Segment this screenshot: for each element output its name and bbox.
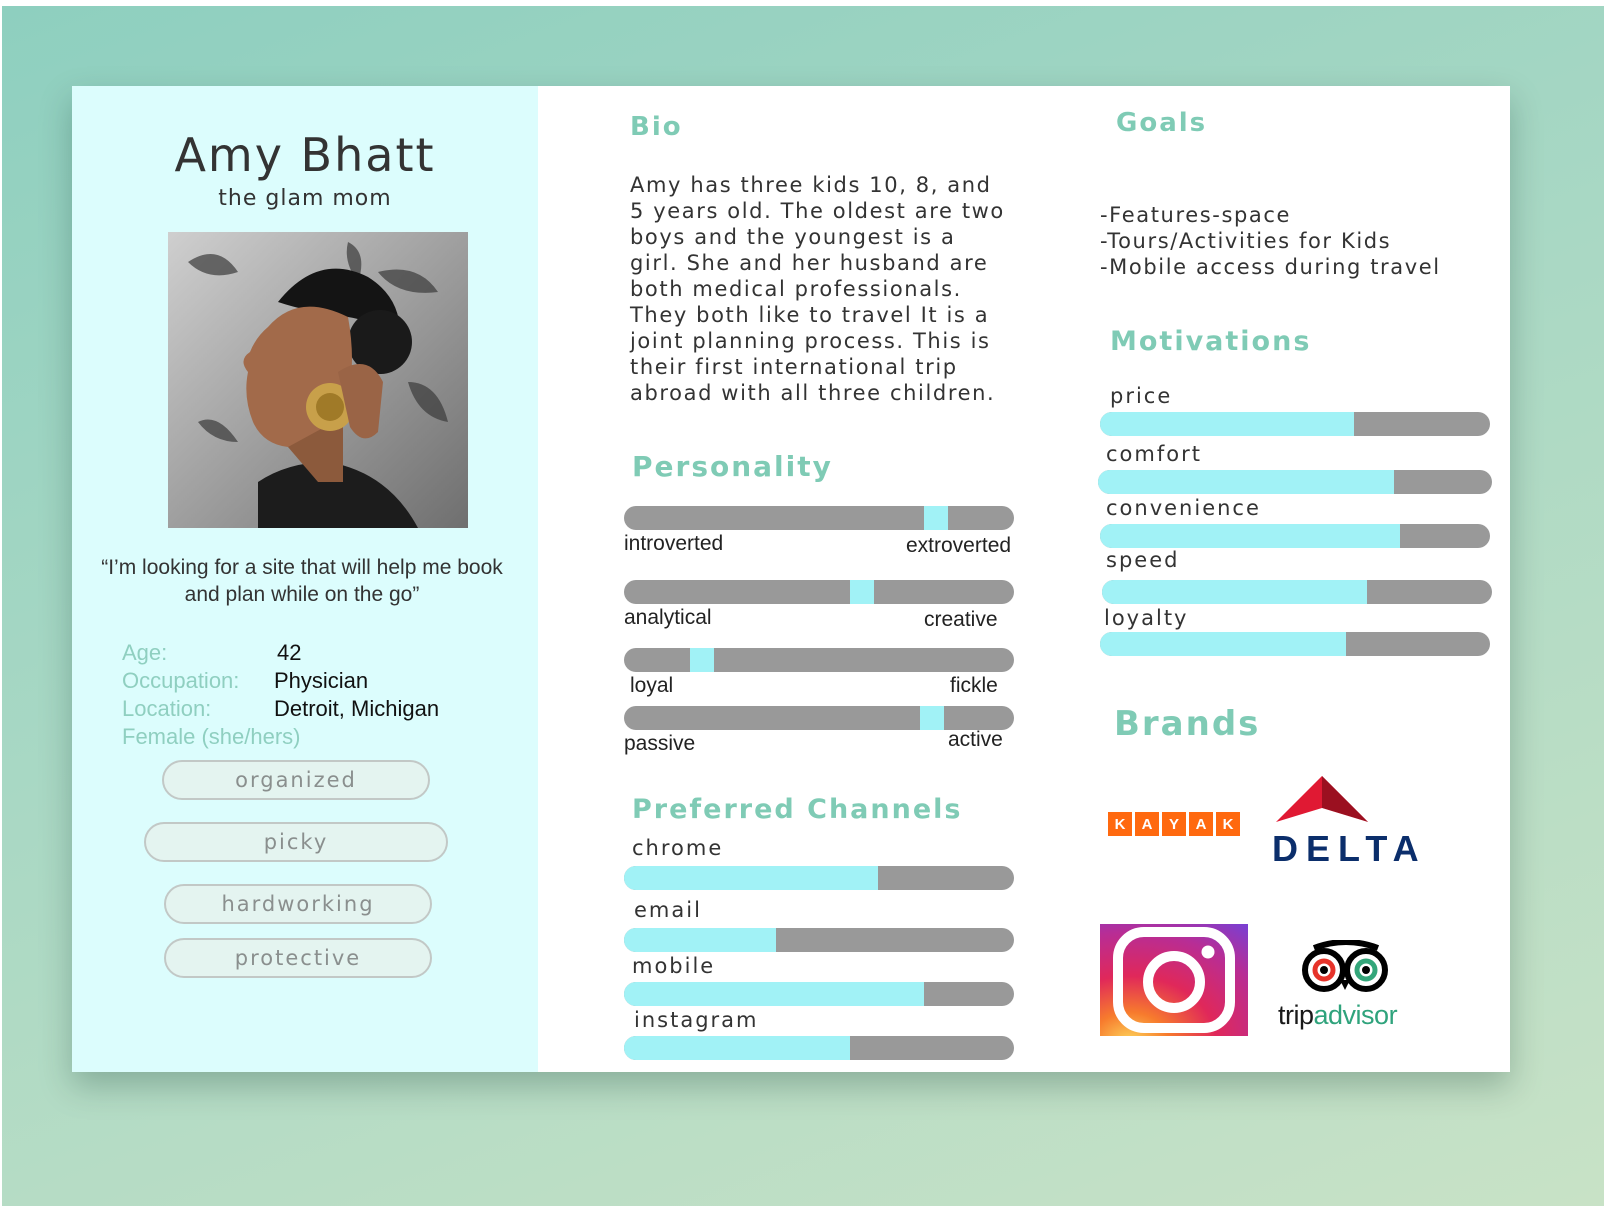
tripadvisor-wordmark [1278,1000,1397,1031]
motivation-bar [1100,412,1490,436]
motivation-label: convenience [1106,496,1261,520]
personality-marker [920,706,944,730]
personality-marker [690,648,714,672]
gender-label: Female (she/hers) [122,724,301,749]
bio-heading: Bio [630,112,683,142]
motivation-label: comfort [1106,442,1202,466]
channel-bar-fill [624,866,878,890]
profile-photo [168,232,468,528]
goals-heading: Goals [1116,108,1208,138]
persona-tagline: the glam mom [218,186,392,211]
motivation-bar [1098,470,1492,494]
channel-label: mobile [632,954,716,978]
channel-bar-fill [624,928,776,952]
instagram-icon [1100,924,1248,1036]
motivation-bar-fill [1098,470,1394,494]
tripadvisor-wordmark-prefix: trip [1278,1000,1314,1030]
goal-item: -Tours/Activities for Kids [1100,229,1392,253]
trait-pill: organized [162,760,430,800]
persona-name: Amy Bhatt [174,128,436,182]
kayak-logo [1108,812,1240,836]
brands-heading: Brands [1114,704,1261,744]
channel-bar-fill [624,1036,850,1060]
trait-pill: hardworking [164,884,432,924]
scale-right-label: creative [924,608,998,631]
kayak-letter: Y [1162,812,1186,836]
trait-pill: picky [144,822,448,862]
tripadvisor-owl-icon [1296,940,1396,994]
motivation-bar-fill [1102,580,1367,604]
scale-right-label: active [948,728,1003,751]
personality-marker [850,580,874,604]
motivation-bar [1100,524,1490,548]
motivations-heading: Motivations [1110,326,1312,357]
channel-label: instagram [634,1008,759,1032]
goals-list [1100,202,1441,280]
motivation-label: loyalty [1104,606,1189,630]
trait-pill: protective [164,938,432,978]
occupation-value: Physician [274,668,369,693]
kayak-letter: K [1108,812,1132,836]
personality-track [624,580,1014,604]
goal-item: -Mobile access during travel [1100,255,1441,279]
bio-text: Amy has three kids 10, 8, and 5 years old. The oldest are two boys and the youngest is a girl. She and her husband are both medical professionals. They both like to travel It is a joint planning process. This is their first international trip abroad with all three children. [630,173,1005,405]
location-value: Detroit, Michigan [274,696,440,721]
kayak-letter: A [1189,812,1213,836]
persona-quote: “I’m looking for a site that will help me book and plan while on the go” [101,556,503,606]
motivation-bar [1100,632,1490,656]
age-value: 42 [277,640,302,665]
personality-track [624,648,1014,672]
scale-right-label: extroverted [906,534,1012,557]
scale-left-label: analytical [624,606,712,629]
motivation-label: price [1110,384,1173,408]
channel-label: chrome [632,836,724,860]
location-label: Location: [122,696,212,721]
channel-bar [624,866,1014,890]
channels-heading: Preferred Channels [632,794,963,825]
channel-bar-fill [624,982,924,1006]
personality-marker [924,506,948,530]
motivation-label: speed [1106,548,1180,572]
tripadvisor-wordmark-suffix: advisor [1313,1000,1398,1030]
motivation-bar-fill [1100,412,1354,436]
occupation-label: Occupation: [122,668,240,693]
delta-wordmark: DELTA [1272,828,1427,869]
scale-right-label: fickle [950,674,998,697]
channel-bar [624,928,1014,952]
delta-triangle-icon [1272,776,1372,824]
motivation-bar [1102,580,1492,604]
channel-bar [624,1036,1014,1060]
motivation-bar-fill [1100,632,1346,656]
goal-item: -Features-space [1100,203,1292,227]
personality-heading: Personality [632,450,833,483]
channel-bar [624,982,1014,1006]
scale-left-label: loyal [630,674,674,697]
kayak-letter: K [1216,812,1240,836]
scale-left-label: introverted [624,532,724,555]
kayak-letter: A [1135,812,1159,836]
personality-track [624,706,1014,730]
channel-label: email [634,898,702,922]
personality-track [624,506,1014,530]
age-label: Age: [122,640,168,665]
motivation-bar-fill [1100,524,1400,548]
scale-left-label: passive [624,732,696,755]
